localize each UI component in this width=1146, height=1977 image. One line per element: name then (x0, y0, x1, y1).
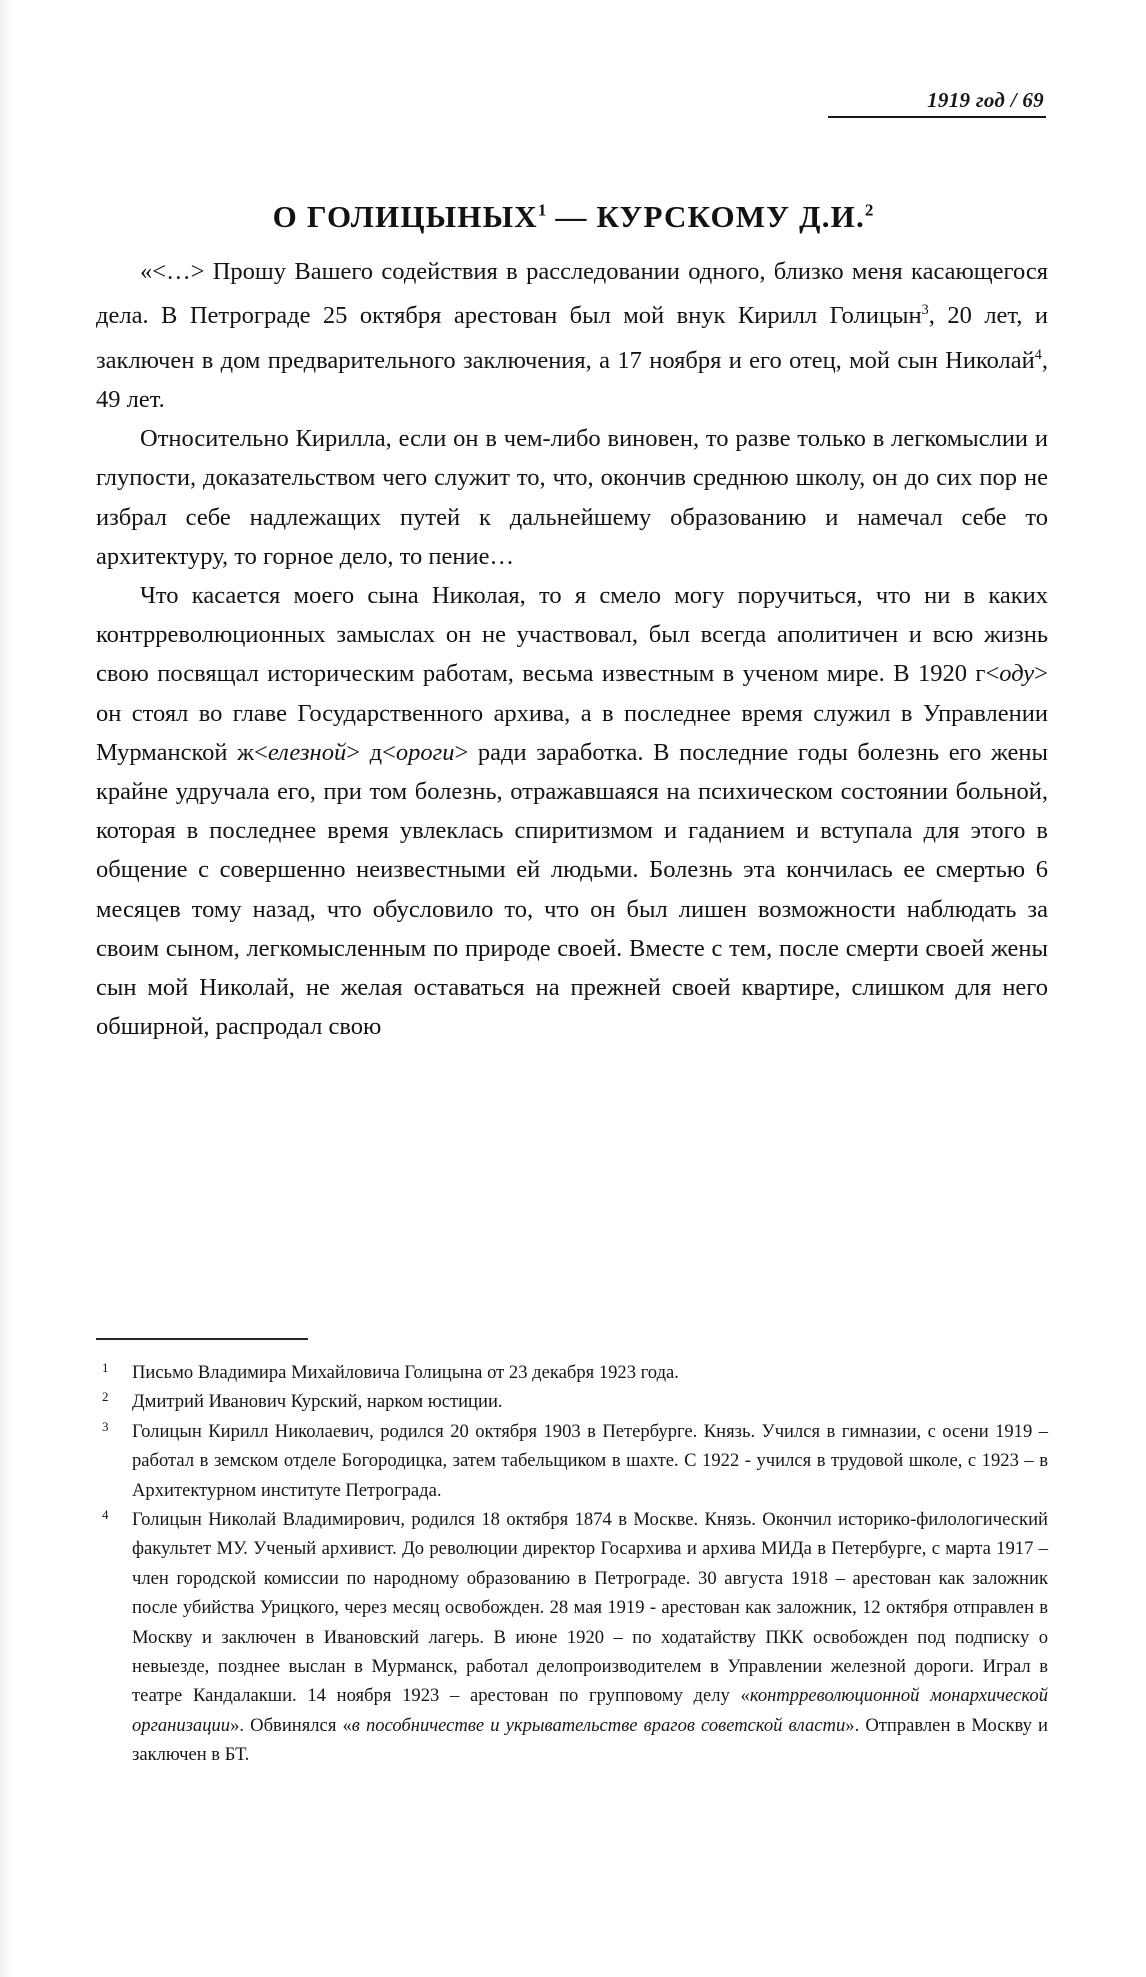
footnote-1 (96, 1358, 1048, 1387)
page-title (0, 199, 1146, 235)
footnote-text-2: Дмитрий Иванович Курский, нарком юстиции. (132, 1391, 503, 1413)
footnotes-section (96, 1358, 1048, 1770)
footnote-4 (96, 1505, 1048, 1770)
footnote-marker-3: 3 (102, 1418, 109, 1434)
footnote-text-3: Голицын Кирилл Николаевич, родился 20 октября 1903 в Петербурге. Князь. Учился в гимназии, с осени 1919 – работал в земском отделе Богородицка, затем табельщиком в шахте. С 1922 - учился в трудовой школе, с 1923 – в Архитектурном институте Петрограда. (132, 1420, 1048, 1501)
title-main: О ГОЛИЦЫНЫХ (272, 198, 538, 234)
running-head-rule (828, 116, 1046, 118)
scan-edge-shadow (0, 0, 14, 1977)
footnote-text-1: Письмо Владимира Михайловича Голицына от 23 декабря 1923 года. (132, 1362, 679, 1383)
body-text (96, 252, 1048, 1046)
footnote-marker-2: 2 (102, 1389, 109, 1405)
running-head: 1919 год / 69 (927, 88, 1044, 112)
title-middle: — КУРСКОМУ Д.И. (546, 198, 865, 234)
footnote-marker-1: 1 (102, 1360, 109, 1375)
paragraph-3: Что касается моего сына Николая, то я смело могу поручиться, что ни в каких контрреволюционных замыслах он не участвовал, был всегда аполитичен и всю жизнь свою посвящал историческим работам, весьма известным в ученом мире. В 1920 г<оду> он стоял во главе Государственного архива, а в последнее время служил в Управлении Мурманской ж<елезной> д<ороги> ради заработка. В последние годы болезнь его жены крайне удручала его, при том болезнь, отражавшаяся на психическом состоянии больной, которая в последнее время увлеклась спиритизмом и гаданием и вступала для этого в общение с совершенно неизвестными ей людьми. Болезнь эта кончилась ее смертью 6 месяцев тому назад, что обусловило то, что он был лишен возможности наблюдать за своим сыном, легкомысленным по природе своей. Вместе с тем, после смерти своей жены сын мой Николай, не желая оставаться на прежней своей квартире, слишком для него обширной, распродал свою (96, 581, 1048, 1041)
footnote-text-4: Голицын Николай Владимирович, родился 18 октября 1874 в Москве. Князь. Окончил историко-филологический факультет МУ. Ученый архивист. До революции директор Госархива и архива МИДа в Петербурге, с марта 1917 – член городской комиссии по народному образованию в Петрограде. 30 августа 1918 – арестован как заложник после убийства Урицкого, через месяц освобожден. 28 мая 1919 - арестован как заложник, 12 октября отправлен в Москву и заключен в Ивановский лагерь. В июне 1920 – по ходатайству ПКК освобожден под подписку о невыезде, позднее выслан в Мурманск, работал делопроизводителем в Управлении железной дороги. Играл в театре Кандалакши. 14 ноября 1923 – арестован по групповому делу «контрреволюционной монархической организации». Обвинялся «в пособничестве и укрывательстве врагов советской власти». Отправлен в Москву и заключен в БТ. (132, 1509, 1048, 1766)
paragraph-1: «<…> Прошу Вашего содействия в расследовании одного, близко меня касающегося дела. В Петрограде 25 октября арестован был мой внук Кирилл Голицын$^3$, 20 лет, и заключен в дом предварительного заключения, а 17 ноября и его отец, мой сын Николай$^4$, 49 лет. (96, 258, 1049, 413)
paragraph-2: Относительно Кирилла, если он в чем-либо виновен, то разве только в легкомыслии и глупости, доказательством чего служит то, что, окончив среднюю школу, он до сих пор не избрал себе надлежащих путей к дальнейшему образованию и намечал себе то архитектуру, то горное дело, то пение… (96, 425, 1048, 570)
footnote-separator-rule (96, 1338, 308, 1340)
footnote-3 (96, 1417, 1048, 1505)
title-footnote-ref-1: 1 (537, 200, 547, 220)
footnote-marker-4: 4 (102, 1507, 109, 1523)
title-footnote-ref-2: 2 (864, 200, 874, 220)
footnote-2 (96, 1387, 1048, 1416)
